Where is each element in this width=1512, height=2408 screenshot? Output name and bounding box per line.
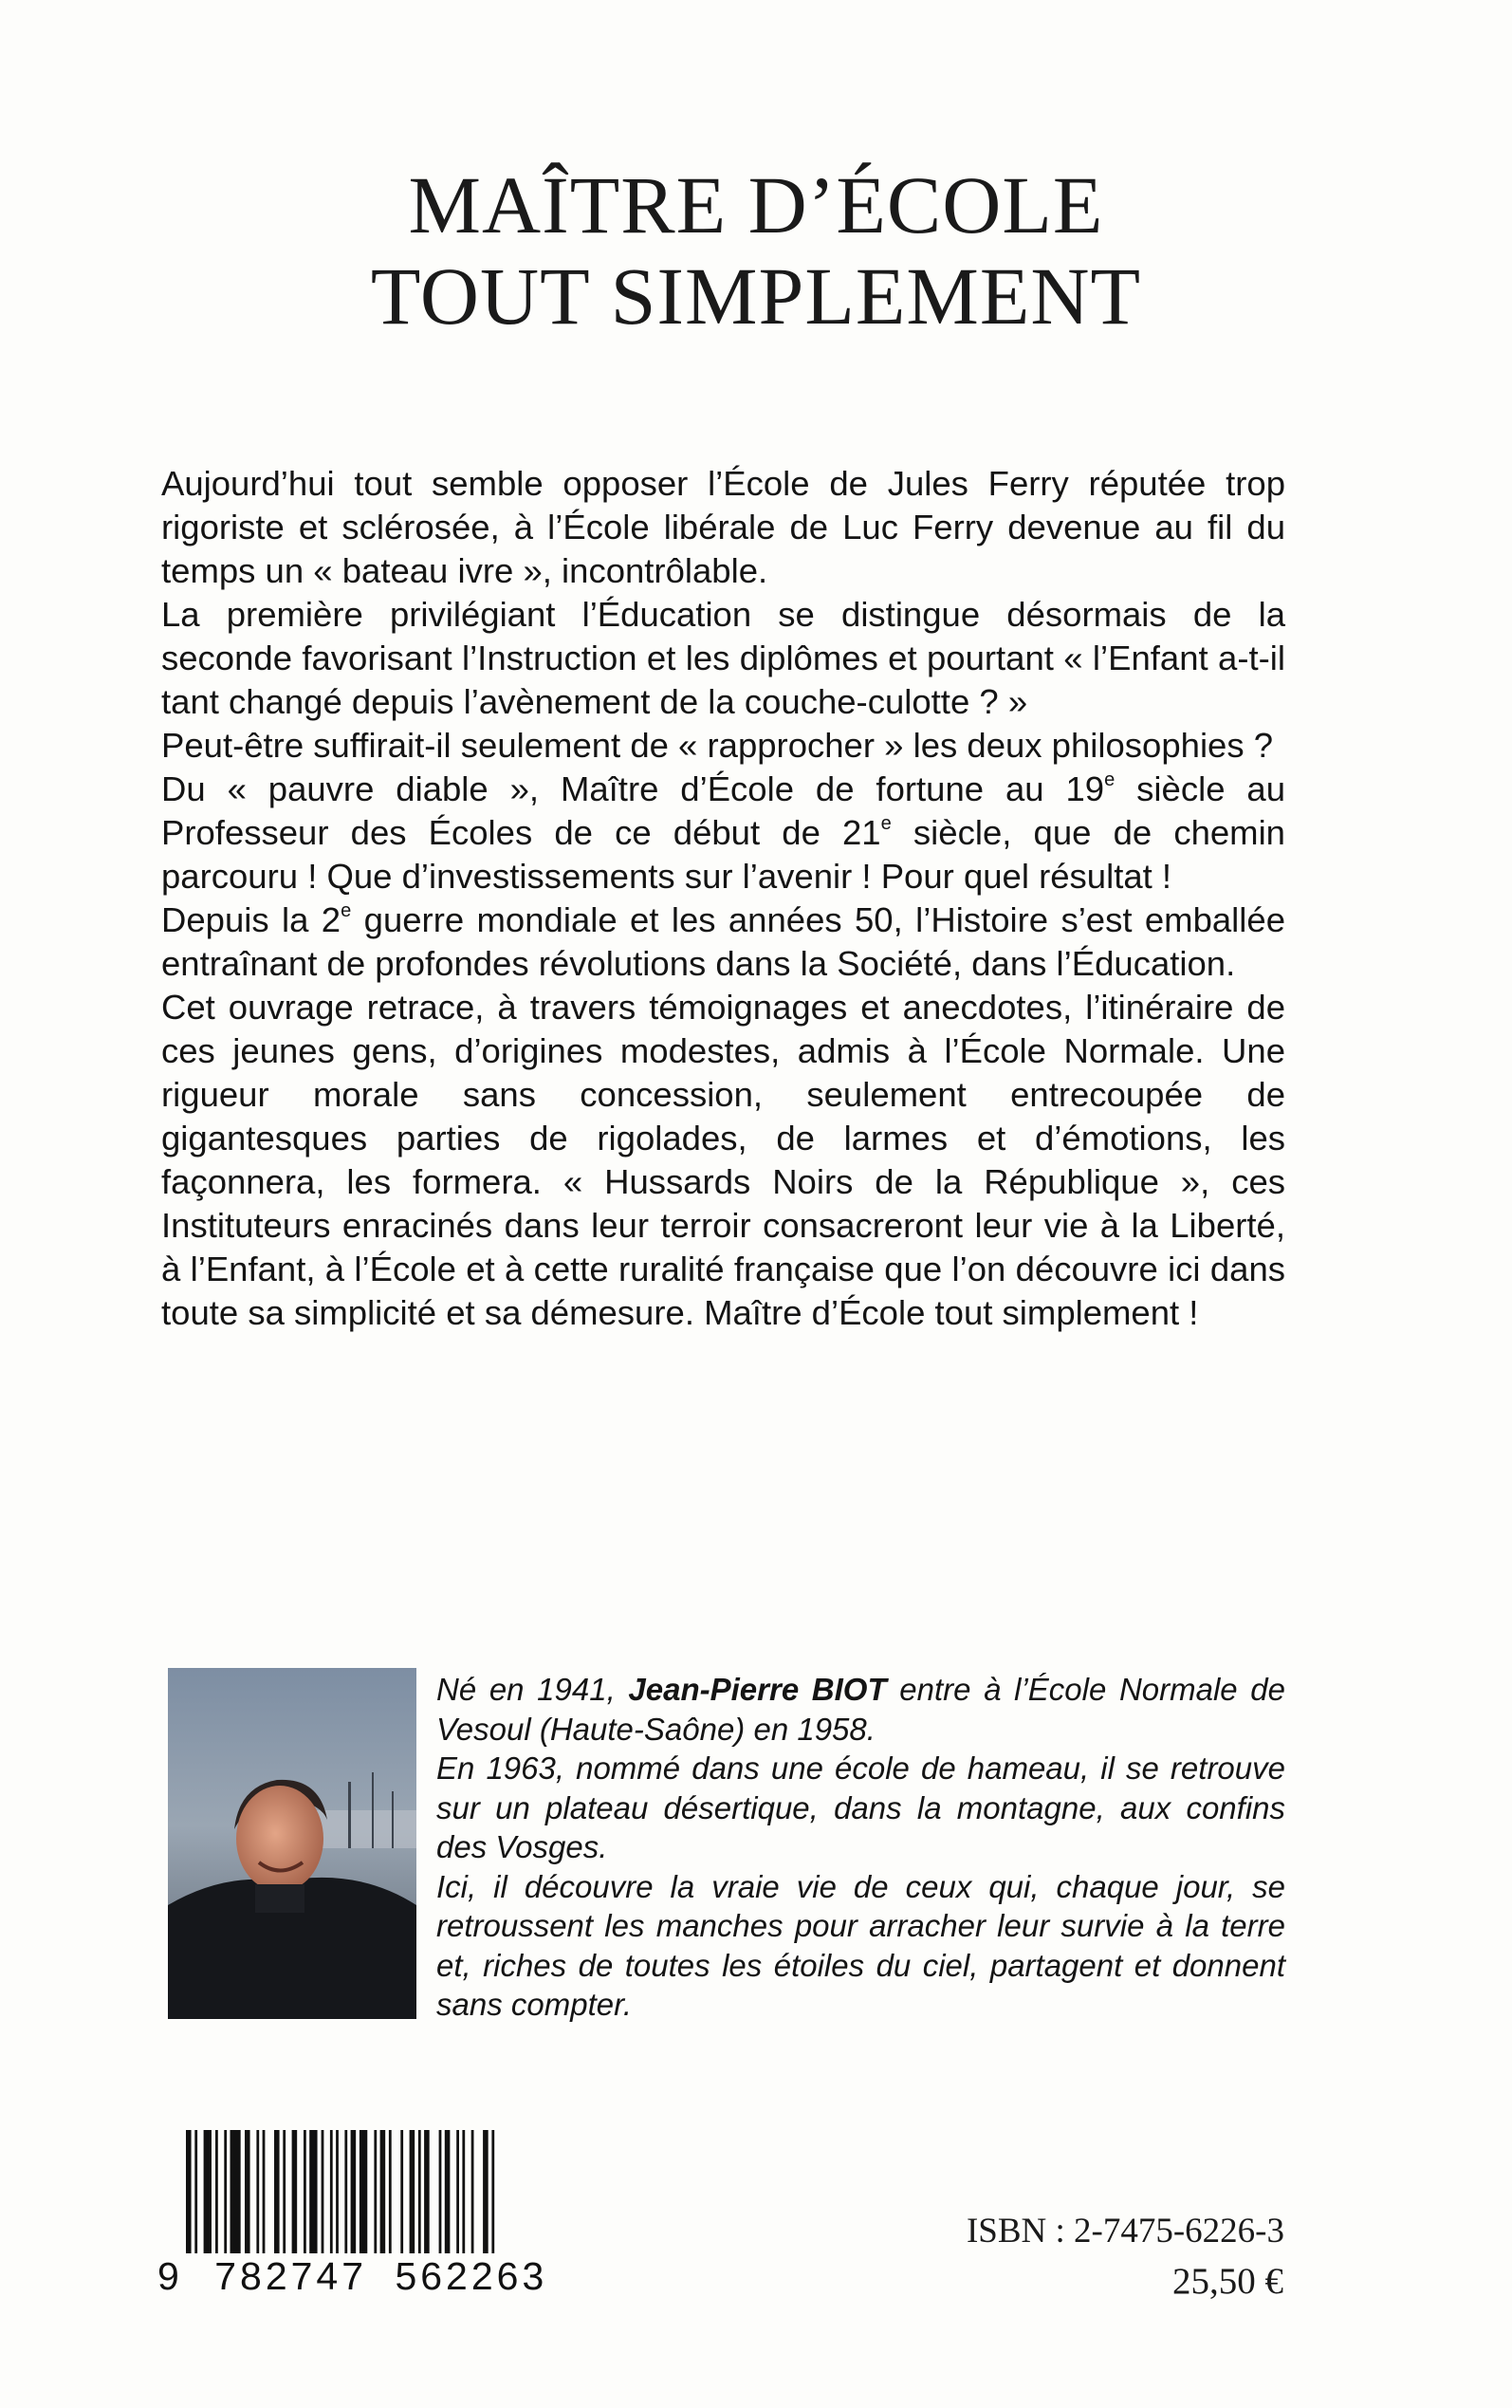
barcode-bar xyxy=(374,2130,377,2253)
blurb-paragraph-5 xyxy=(161,898,1285,986)
barcode-bar xyxy=(309,2130,317,2253)
barcode-bar xyxy=(336,2130,339,2253)
blurb-p4-text-b: siècle au Professeur des Écoles de ce début de 21 xyxy=(161,769,1285,852)
blurb-p4-sup-1: e xyxy=(1104,769,1116,790)
barcode-bar xyxy=(283,2130,286,2253)
barcode-bar xyxy=(439,2130,442,2253)
barcode-bar xyxy=(445,2130,451,2253)
blurb-p5-sup: e xyxy=(341,899,352,921)
book-title-line-2: TOUT SIMPLEMENT xyxy=(370,250,1142,342)
barcode-group-1: 782747 xyxy=(214,2254,368,2298)
bio-paragraph-3: Ici, il découvre la vraie vie de ceux qui, chaque jour, se retroussent les manches pour arracher leur survie à la terre et, riches de toutes les étoiles du ciel, partagent et donnent sans compter. xyxy=(436,1868,1285,2022)
blurb-p5-text-a: Depuis la 2 xyxy=(161,900,341,939)
book-title-line-1: MAÎTRE D’ÉCOLE xyxy=(408,159,1104,250)
barcode-bar xyxy=(424,2130,430,2253)
barcode-bar xyxy=(471,2130,474,2253)
barcode-bar xyxy=(245,2130,250,2253)
barcode-bar xyxy=(230,2130,241,2253)
barcode-digits xyxy=(157,2254,547,2298)
barcode-bar xyxy=(304,2130,306,2253)
barcode-bar xyxy=(194,2130,197,2253)
bio-paragraph-1 xyxy=(436,1670,1285,1749)
barcode-bar xyxy=(344,2130,347,2253)
barcode-bar xyxy=(204,2130,212,2253)
barcode-bar xyxy=(292,2130,298,2253)
isbn-number: ISBN : 2-7475-6226-3 xyxy=(966,2212,1284,2251)
blurb-paragraph-2: La première privilégiant l’Éducation se distingue désormais de la seconde favorisant l’Instruction et les diplômes et pourtant « l’Enfant a-t-il tant changé depuis l’avènement de la couche-culotte ? » xyxy=(161,595,1285,721)
barcode-bar xyxy=(410,2130,415,2253)
back-cover-blurb xyxy=(161,462,1285,1335)
barcode-bar xyxy=(330,2130,333,2253)
blurb-paragraph-1: Aujourd’hui tout semble opposer l’École de Jules Ferry réputée trop rigoriste et sclérosée, à l’École libérale de Luc Ferry devenue au fil du temps un « bateau ivre », incontrôlable. xyxy=(161,464,1285,590)
barcode-bar xyxy=(456,2130,459,2253)
barcode-bar xyxy=(215,2130,218,2253)
barcode-bar xyxy=(274,2130,280,2253)
barcode-bar xyxy=(483,2130,489,2253)
barcode-bar xyxy=(389,2130,392,2253)
barcode-bar xyxy=(400,2130,403,2253)
blurb-p5-text-b: guerre mondiale et les années 50, l’Histoire s’est emballée entraînant de profondes révolutions dans la Société, dans l’Éducation. xyxy=(161,900,1285,983)
book-title xyxy=(0,159,1512,342)
barcode-bars xyxy=(157,2130,592,2253)
bio-text-1: entre à l’École Normale de Vesoul (Haute-Saône) en 1958. xyxy=(436,1672,1286,1747)
barcode-bar xyxy=(256,2130,259,2253)
price: 25,50 € xyxy=(1172,2261,1283,2302)
bio-paragraph-2: En 1963, nommé dans une école de hameau, il se retrouve sur un plateau désertique, dans la montagne, aux confins des Vosges. xyxy=(436,1750,1285,1864)
barcode-bar xyxy=(462,2130,465,2253)
blurb-p4-sup-2: e xyxy=(880,812,892,834)
blurb-p4-text-a: Du « pauvre diable », Maître d’École de fortune au 19 xyxy=(161,769,1105,808)
author-biography xyxy=(436,1670,1285,2025)
barcode-bar xyxy=(322,2130,324,2253)
blurb-paragraph-4 xyxy=(161,768,1285,898)
blurb-paragraph-3: Peut-être suffirait-il seulement de « rapprocher » les deux philosophies ? xyxy=(161,726,1274,765)
blurb-paragraph-6: Cet ouvrage retrace, à travers témoignages et anecdotes, l’itinéraire de ces jeunes gens, d’origines modestes, admis à l’École Normale. Une rigueur morale sans concession, seulement entrecoupée de gigantesques parties de rigolades, de larmes et d’émotions, les façonnera, les formera. « Hussards Noirs de la République », ces Instituteurs enracinés dans leur terroir consacreront leur vie à la Liberté, à l’Enfant, à l’École et à cette ruralité française que l’on découvre ici dans toute sa simplicité et sa démesure. Maître d’École tout simplement ! xyxy=(161,988,1285,1332)
barcode-bar xyxy=(186,2130,192,2253)
author-name: Jean-Pierre BIOT xyxy=(628,1672,887,1707)
barcode-bar xyxy=(351,2130,357,2253)
blurb-p4-text-c: siècle, que de chemin parcouru ! Que d’investissements sur l’avenir ! Pour quel résultat ! xyxy=(161,813,1285,896)
barcode-group-2: 562263 xyxy=(395,2254,548,2298)
barcode-bar xyxy=(360,2130,367,2253)
bio-intro: Né en 1941, xyxy=(436,1672,629,1707)
barcode-lead-digit: 9 xyxy=(157,2254,183,2298)
author-photo xyxy=(168,1668,416,2019)
barcode-bar xyxy=(224,2130,227,2253)
barcode-bar xyxy=(491,2130,494,2253)
barcode-bar xyxy=(418,2130,421,2253)
barcode-bar xyxy=(380,2130,386,2253)
barcode-bar xyxy=(263,2130,266,2253)
